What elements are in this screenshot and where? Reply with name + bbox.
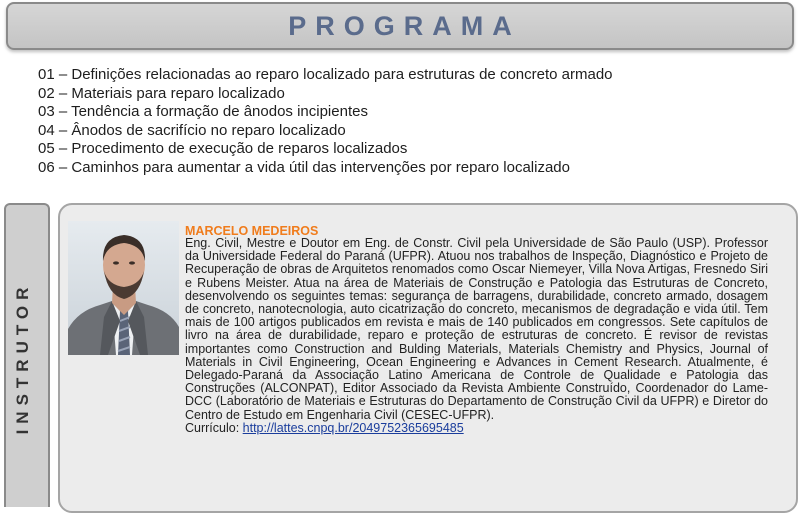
instructor-bio: Eng. Civil, Mestre e Doutor em Eng. de Constr. Civil pela Universidade de São Paulo (USP). Professor da Universidade Federal do Paraná (UFPR). Atuou nos trabalhos de Inspeção, Diagnóstico e Projeto de Recuperação de obras de Arquitetos renomados como Oscar Niemeyer, Villa Nova Artigas, Fresnedo Siri e Rubens Meister. Atua na área de Materiais de Construção e Patologia das Estruturas de Concreto, desenvolvendo os seguintes temas: segurança de barragens, durabilidade, concreto armado, dosagem de concreto, nanotecnologia, auto cicatrização do concreto, mecanismos de degradação e vida útil. Tem mais de 100 artigos publicados em revista e mais de 140 publicados em congressos. Sete capítulos de livro na área de durabilidade, reparo e proteção de estruturas de concreto. É revisor de revistas importantes como Construction and Bulding Materials, Materials Chemistry and Physics, Journal of Materials in Civil Engineering, Ocean Engineering e Advances in Cement Research. Atualmente, é Delegado-Paraná da Associação Latino Americana de Controle de Qualidade e Patologia das Construções (ALCONPAT), Editor Associado da Revista Ambiente Construído, Coordenador do Lame-DCC (Laboratório de Materiais e Estruturas do Departamento de Construção Civil da UFPR) e Diretor do Centro de Estudo em Engenharia Civil (CESEC-UFPR). <box>185 236 768 422</box>
program-item: 04 – Ânodos de sacrifício no reparo localizado <box>38 121 346 139</box>
program-item: 03 – Tendência a formação de ânodos incipientes <box>38 103 368 121</box>
program-list <box>38 66 613 178</box>
instructor-bio-block <box>185 237 768 435</box>
instructor-section-label: INSTRUTOR <box>13 281 32 435</box>
program-item: 02 – Materiais para reparo localizado <box>38 84 285 102</box>
curriculum-line <box>185 422 768 435</box>
person-portrait-icon <box>68 221 179 355</box>
curriculum-label: Currículo: <box>185 420 243 435</box>
instructor-photo <box>68 221 179 355</box>
program-item: 06 – Caminhos para aumentar a vida útil das intervenções por reparo localizado <box>38 158 570 176</box>
program-item: 05 – Procedimento de execução de reparos localizados <box>38 140 408 158</box>
program-title: PROGRAMA <box>288 10 521 41</box>
program-header-banner <box>6 2 794 50</box>
instructor-name: MARCELO MEDEIROS <box>185 224 319 238</box>
curriculum-link[interactable]: http://lattes.cnpq.br/2049752365695485 <box>242 420 464 435</box>
program-item: 01 – Definições relacionadas ao reparo localizado para estruturas de concreto armado <box>38 66 613 83</box>
